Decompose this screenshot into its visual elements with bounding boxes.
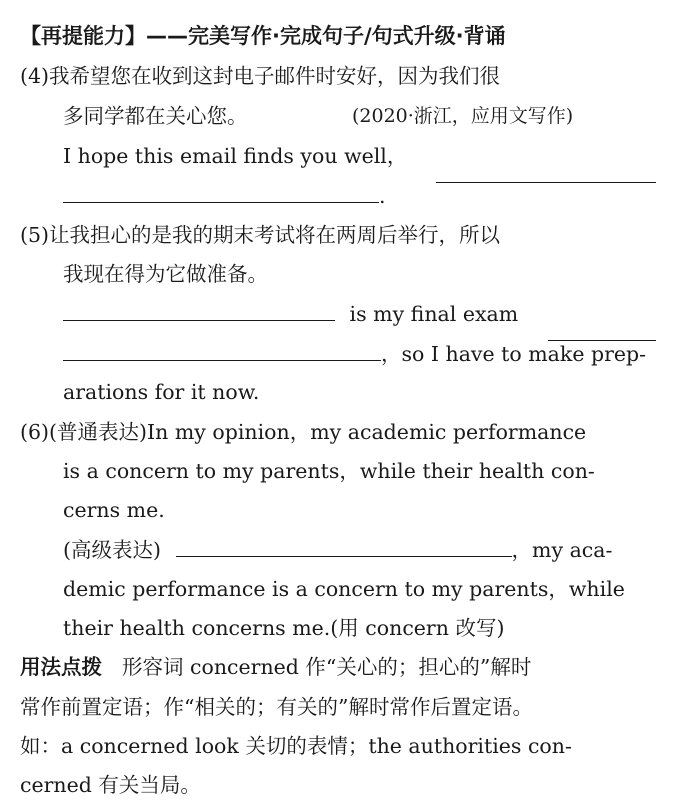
q5-number: (5) [20, 223, 50, 247]
q6-normal-expression: (普通表达)In my opinion，my academic performance [49, 420, 587, 444]
q6-line6: their health concerns me.(用 concern 改写) [63, 616, 505, 640]
q4-blank-2[interactable] [63, 201, 379, 203]
q5-chinese-line1: 让我担心的是我的期末考试将在两周后举行，所以 [49, 223, 501, 247]
q6-blank[interactable] [176, 555, 512, 557]
q6-line3: cerns me. [63, 498, 165, 522]
section-title: 完美写作·完成句子/句式升级·背诵 [188, 24, 506, 48]
q5-english-line1 [63, 304, 518, 325]
q4-line1 [20, 66, 500, 87]
q5-english-mid: is my final exam [349, 302, 519, 326]
q5-english-suffix: ，so I have to make prep- [381, 342, 647, 366]
q5-english-line2 [63, 344, 646, 365]
q6-line1 [20, 422, 586, 443]
q5-blank-1[interactable] [63, 319, 335, 321]
q4-chinese-line2: 多同学都在关心您。 [63, 104, 248, 128]
tip-line2: 常作前置定语；作“相关的；有关的”解时常作后置定语。 [20, 695, 533, 719]
q5-line2 [63, 264, 268, 285]
q4-number: (4) [20, 64, 50, 88]
tip-line1 [20, 657, 531, 678]
q5-chinese-line2: 我现在得为它做准备。 [63, 262, 268, 286]
q4-blank-2-row [63, 186, 386, 207]
q6-line5: demic performance is a concern to my parents，while [63, 577, 625, 601]
q6-line4 [63, 540, 612, 561]
header-dash: —— [146, 24, 188, 48]
q4-line2 [63, 106, 248, 127]
q4-blank-1[interactable] [436, 166, 656, 187]
tip-text-line1: 形容词 concerned 作“关心的；担心的”解时 [122, 655, 532, 679]
q4-english-line [63, 146, 407, 167]
tip-label: 用法点拨 [20, 655, 102, 679]
section-tag: 【再提能力】 [20, 24, 146, 48]
q5-blank-3[interactable] [63, 359, 381, 361]
q5-line1 [20, 225, 500, 246]
tip-line3: 如：a concerned look 关切的表情；the authorities con- [20, 734, 572, 758]
q4-period: . [379, 184, 386, 208]
q5-english-line3: arations for it now. [63, 380, 260, 404]
q4-source: (2020·浙江，应用文写作) [352, 105, 574, 127]
section-header [20, 26, 506, 47]
q4-chinese-line1: 我希望您在收到这封电子邮件时安好，因为我们很 [49, 64, 501, 88]
tip-line4: cerned 有关当局。 [20, 773, 201, 797]
q4-english-prefix: I hope this email finds you well， [63, 144, 408, 168]
q6-advanced-label: (高级表达) [63, 538, 161, 562]
q6-line2: is a concern to my parents，while their health con- [63, 459, 595, 483]
q6-number: (6) [20, 420, 50, 444]
q6-line4-suffix: ，my aca- [511, 538, 613, 562]
